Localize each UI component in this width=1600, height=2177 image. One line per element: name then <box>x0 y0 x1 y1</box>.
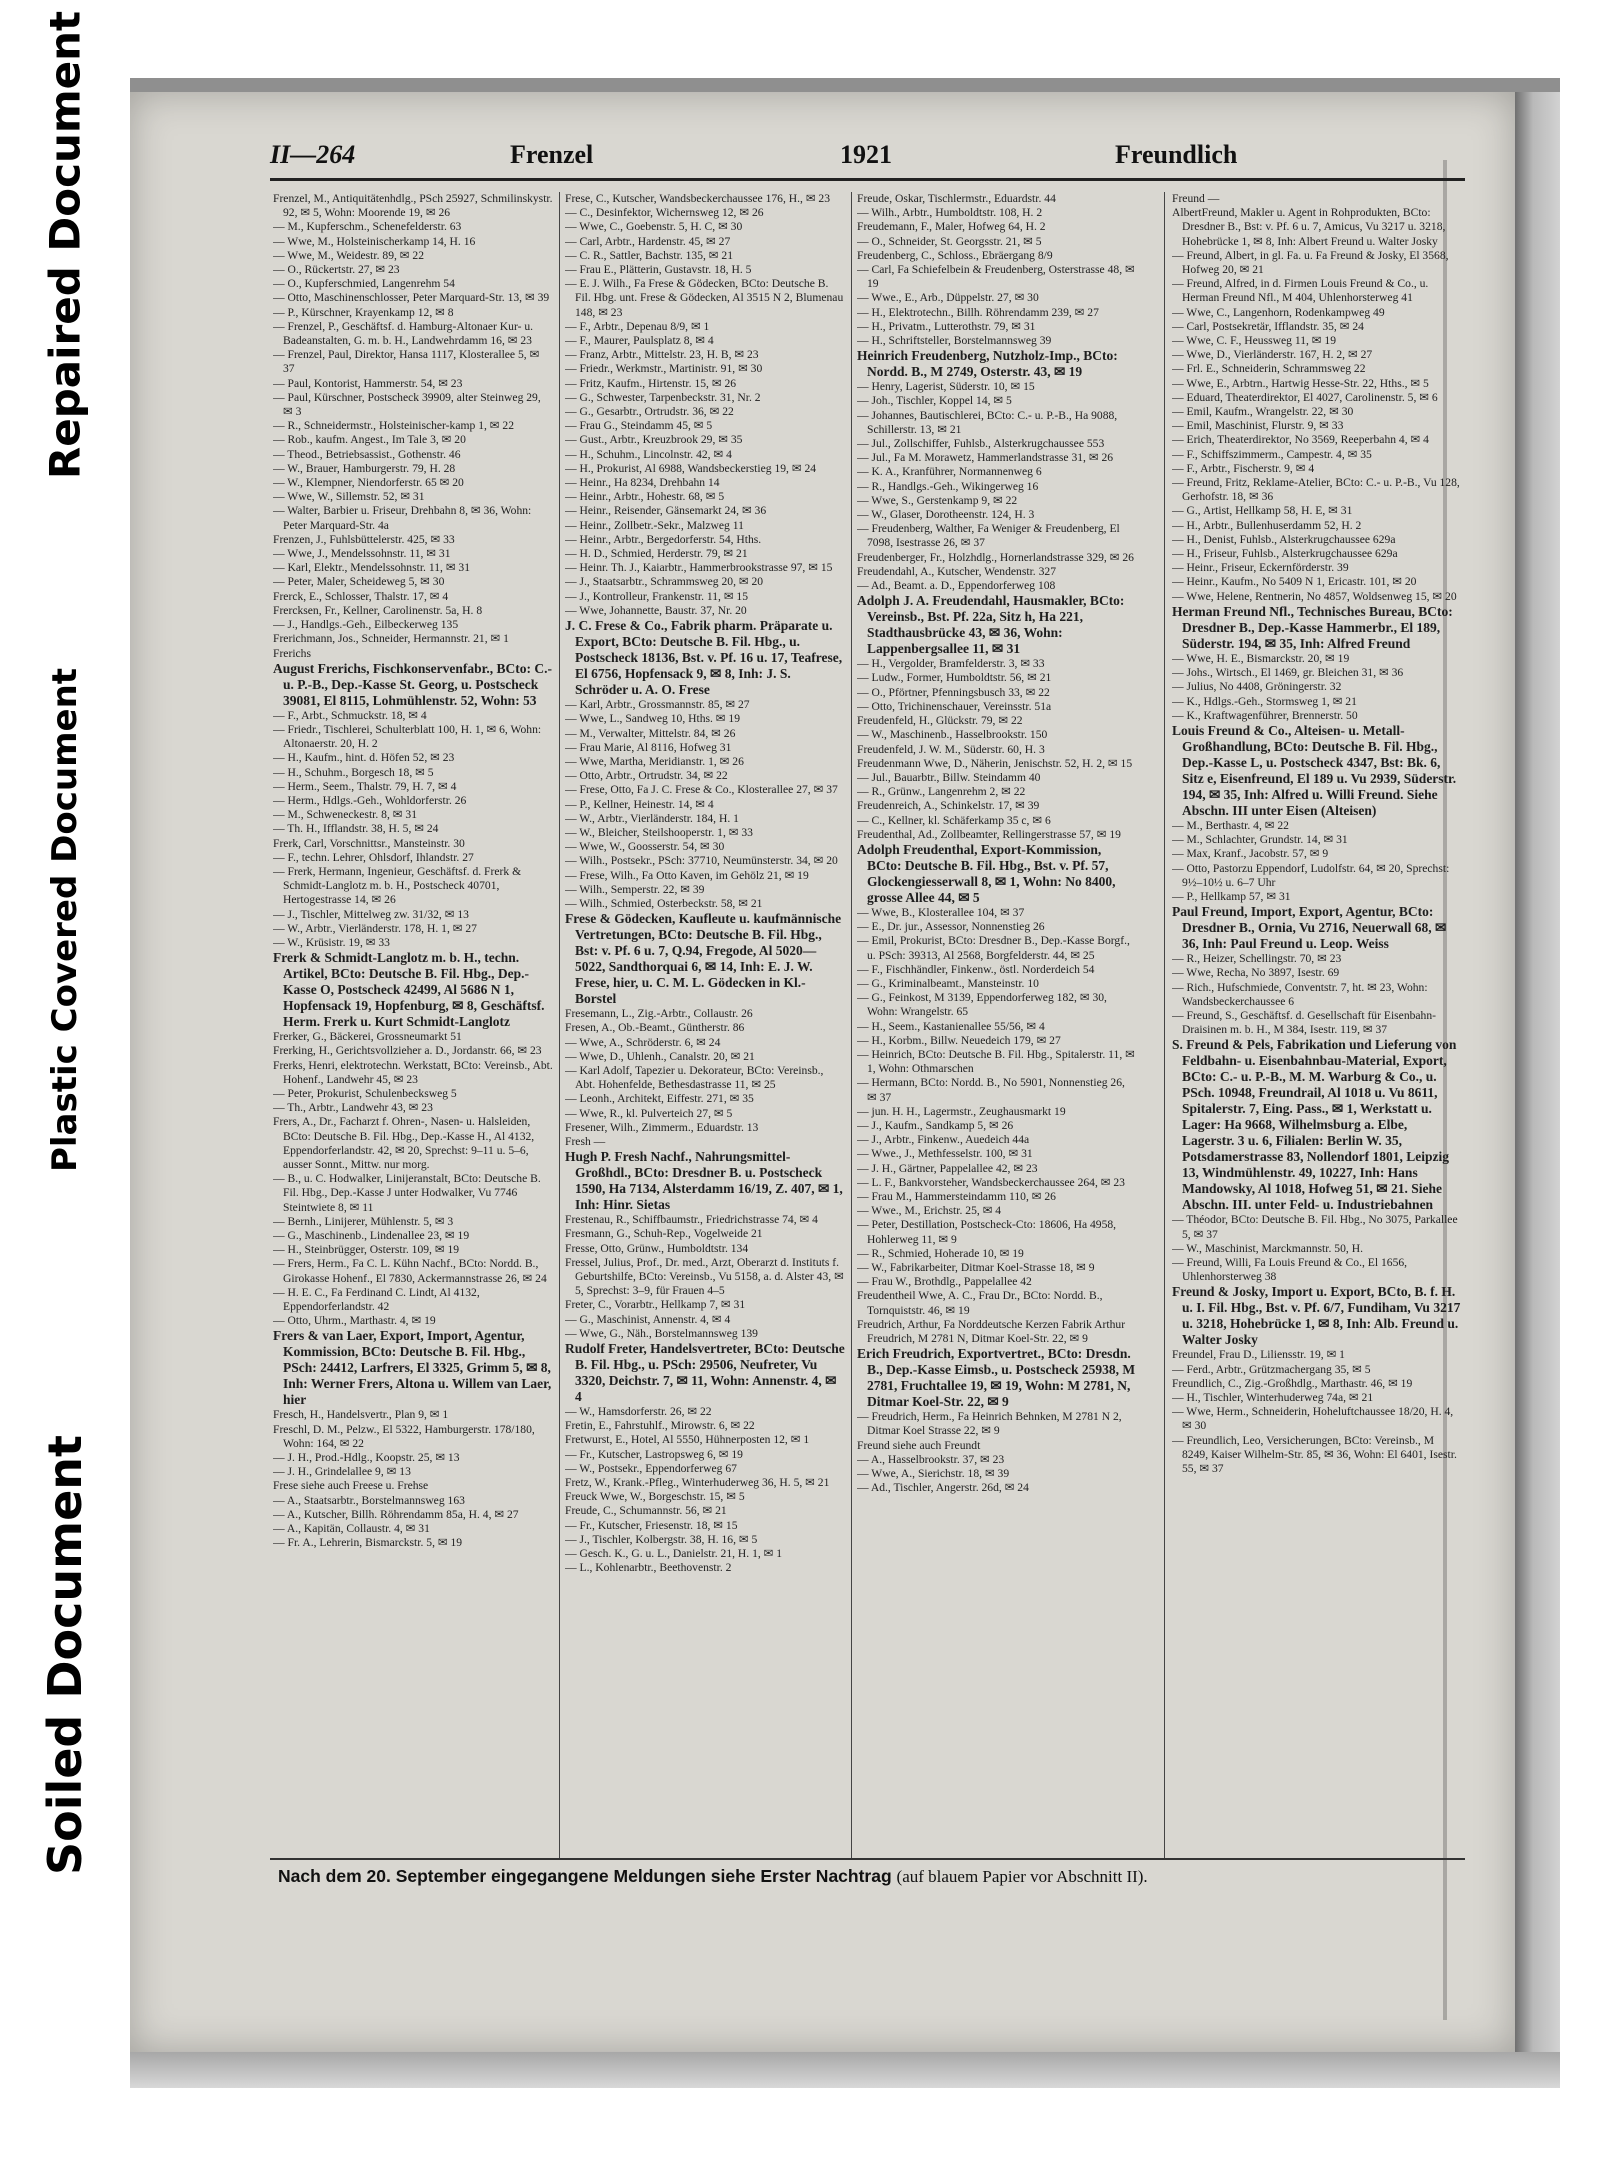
directory-entry: — H., Schuhm., Borgesch 18, ✉ 5 <box>273 765 434 779</box>
directory-entry: — Freund, S., Geschäftsf. d. Gesellschaft für Eisenbahn-Draisinen m. b. H., M 384, Isestr. 119, ✉ 37 <box>1172 1008 1437 1037</box>
directory-entry: — Freund, Albert, in gl. Fa. u. Fa Freund & Josky, El 3568, Hofweg 20, ✉ 21 <box>1172 248 1449 277</box>
directory-entry: — Otto, Trichinenschauer, Vereinsstr. 51a <box>857 699 1052 713</box>
directory-entry: — Théodor, BCto: Deutsche B. Fil. Hbg., No 3075, Parkallee 5, ✉ 37 <box>1172 1213 1458 1241</box>
directory-entry: Freude, Oskar, Tischlermstr., Eduardstr. 44 <box>857 192 1056 205</box>
directory-entry: — Heinr., Zollbetr.-Sekr., Malzweg 11 <box>565 518 744 532</box>
label-repaired-document: Repaired Document <box>40 10 90 480</box>
header-last-name: Freundlich <box>1115 140 1238 169</box>
directory-entry: — G., Feinkost, M 3139, Eppendorferweg 182, ✉ 30, Wohn: Wrangelstr. 65 <box>857 991 1107 1019</box>
directory-entry: — P., Kellner, Heinestr. 14, ✉ 4 <box>565 797 714 811</box>
page-edge-shadow <box>1515 92 1560 2052</box>
directory-entry: — Jul., Fa M. Morawetz, Hammerlandstrasse 31, ✉ 26 <box>857 451 1114 465</box>
directory-entry: — R., Heizer, Schellingstr. 70, ✉ 23 <box>1172 952 1342 966</box>
directory-entry: — Freund, Alfred, in d. Firmen Louis Freund & Co., u. Herman Freund Nfl., M 404, Uhlenhorsterweg 41 <box>1172 277 1429 305</box>
column-divider <box>559 192 560 1860</box>
directory-entry: — Wwe, J., Mendelssohnstr. 11, ✉ 31 <box>273 547 451 561</box>
directory-entry: Fresse, Otto, Grünw., Humboldtstr. 134 <box>565 1241 749 1255</box>
directory-entry: — Wwe, E., Arbtrn., Hartwig Hesse-Str. 22, Hths., ✉ 5 <box>1172 376 1429 390</box>
directory-entry: — Jul., Zollschiffer, Fuhlsb., Alsterkrugchaussee 553 <box>857 437 1105 451</box>
directory-entry: — L. F., Bankvorsteher, Wandsbeckerchaussee 264, ✉ 23 <box>857 1175 1125 1189</box>
directory-entry: — Wwe., J., Methfesselstr. 100, ✉ 31 <box>857 1147 1033 1161</box>
directory-entry: — E. J. Wilh., Fa Frese & Gödecken, BCto: Deutsche B. Fil. Hbg. unt. Frese & Gödecken, Al 3515 N 2, Blumenau 148, ✉ 23 <box>565 277 844 319</box>
directory-entry: — Wilh., Semperstr. 22, ✉ 39 <box>565 882 705 896</box>
directory-entry: — Wwe, M., Holsteinischerkamp 14, H. 16 <box>273 234 476 248</box>
directory-entry: — Emil, Maschinist, Flurstr. 9, ✉ 33 <box>1172 419 1344 433</box>
directory-entry: — G., Artist, Hellkamp 58, H. E, ✉ 31 <box>1172 504 1353 518</box>
directory-entry: — Freudrich, Herm., Fa Heinrich Behnken, M 2781 N 2, Ditmar Koel Strasse 22, ✉ 9 <box>857 1410 1122 1438</box>
directory-entry: — W., Maschinenb., Hasselbrookstr. 150 <box>857 728 1048 742</box>
directory-entry: Heinrich Freudenberg, Nutzholz-Imp., BCto: Nordd. B., M 2749, Osterstr. 43, ✉ 19 <box>857 348 1118 380</box>
directory-entry: Freudenberger, Fr., Holzhdlg., Hornerlandstrasse 329, ✉ 26 <box>857 550 1134 564</box>
directory-entry: — Heinr., Friseur, Eckernförderstr. 39 <box>1172 561 1349 575</box>
directory-entry: — Carl, Postsekretär, Ifflandstr. 35, ✉ 24 <box>1172 319 1364 333</box>
directory-entry: — Eduard, Theaterdirektor, El 4027, Carolinenstr. 5, ✉ 6 <box>1172 390 1438 404</box>
directory-entry: — G., Kriminalbeamt., Mansteinstr. 10 <box>857 976 1039 990</box>
directory-entry: — F., techn. Lehrer, Ohlsdorf, Ihlandstr. 27 <box>273 850 474 864</box>
directory-entry: — G., Gesarbtr., Ortrudstr. 36, ✉ 22 <box>565 405 734 419</box>
directory-entry: — R., Handlgs.-Geh., Wikingerweg 16 <box>857 479 1039 493</box>
directory-entry: — Wwe., M., Erichstr. 25, ✉ 4 <box>857 1204 1002 1218</box>
directory-entry: — Max, Kranf., Jacobstr. 57, ✉ 9 <box>1172 847 1329 861</box>
directory-entry: — W., Bleicher, Steilshooperstr. 1, ✉ 33 <box>565 825 753 839</box>
directory-entry: — Paul, Kontorist, Hammerstr. 54, ✉ 23 <box>273 376 463 390</box>
directory-entry: — H., Friseur, Fuhlsb., Alsterkrugchaussee 629a <box>1172 547 1398 561</box>
directory-entry: — H., Prokurist, Al 6988, Wandsbeckerstieg 19, ✉ 24 <box>565 461 817 475</box>
directory-entry: Freudenberg, C., Schloss., Ebräergang 8/9 <box>857 248 1053 262</box>
directory-entry: — C. R., Sattler, Bachstr. 135, ✉ 21 <box>565 248 734 262</box>
column-divider <box>1164 192 1165 1860</box>
directory-entry: — C., Kellner, kl. Schäferkamp 35 c, ✉ 6 <box>857 813 1051 827</box>
directory-entry: Fresemann, L., Zig.-Arbtr., Collaustr. 26 <box>565 1007 753 1021</box>
directory-entry: — Wwe., E., Arb., Düppelstr. 27, ✉ 30 <box>857 291 1039 305</box>
directory-entry: — Wwe, R., kl. Pulverteich 27, ✉ 5 <box>565 1106 733 1120</box>
directory-entry: — Carl, Arbtr., Hardenstr. 45, ✉ 27 <box>565 234 731 248</box>
directory-entry: — Wwe, Martha, Meridianstr. 1, ✉ 26 <box>565 754 744 768</box>
directory-entry: — H., Seem., Kastanienallee 55/56, ✉ 4 <box>857 1019 1045 1033</box>
directory-entry: — F., Fischhändler, Finkenw., östl. Norderdeich 54 <box>857 962 1095 976</box>
directory-entry: — H., Korbm., Billw. Neuedeich 179, ✉ 27 <box>857 1033 1061 1047</box>
directory-entry: — Emil, Prokurist, BCto: Dresdner B., Dep.-Kasse Borgf., u. PSch: 39313, Al 2568, Borgfelderstr. 44, ✉ 25 <box>857 934 1130 962</box>
directory-entry: — J., Staatsarbtr., Schrammsweg 20, ✉ 20 <box>565 575 764 589</box>
directory-entry: — Bernh., Linijerer, Mühlenstr. 5, ✉ 3 <box>273 1214 454 1228</box>
footer-tail-text: (auf blauem Papier vor Abschnitt II). <box>896 1867 1148 1886</box>
directory-entry: — Heinr., Reisender, Gänsemarkt 24, ✉ 36 <box>565 504 767 518</box>
directory-entry: — Ad., Tischler, Angerstr. 26d, ✉ 24 <box>857 1481 1029 1495</box>
directory-entry: — M., Kupferschm., Schenefelderstr. 63 <box>273 220 462 234</box>
directory-entry: — Gesch. K., G. u. L., Danielstr. 21, H. 1, ✉ 1 <box>565 1547 783 1561</box>
directory-entry: — J. H., Grindelallee 9, ✉ 13 <box>273 1465 411 1479</box>
directory-entry: — A., Staatsarbtr., Borstelmannsweg 163 <box>273 1493 465 1507</box>
directory-entry: Freudenmann Wwe, D., Näherin, Jenischstr. 52, H. 2, ✉ 15 <box>857 756 1133 770</box>
directory-entry: — G., Maschinenb., Lindenallee 23, ✉ 19 <box>273 1229 470 1242</box>
directory-entry: — Ad., Beamt. a. D., Eppendorferweg 108 <box>857 579 1056 593</box>
directory-entry: — Th. H., Ifflandstr. 38, H. 5, ✉ 24 <box>273 822 439 836</box>
directory-entry: — Wwe, Helene, Rentnerin, No 4857, Woldsenweg 15, ✉ 20 <box>1172 589 1457 603</box>
directory-column-1 <box>273 192 553 1852</box>
directory-entry: — J., Handlgs.-Geh., Eilbeckerweg 135 <box>273 618 459 632</box>
directory-entry: — F., Arbt., Schmuckstr. 18, ✉ 4 <box>273 708 427 722</box>
directory-entry: — J. H., Prod.-Hdlg., Koopstr. 25, ✉ 13 <box>273 1451 460 1465</box>
label-soiled-document: Soiled Document <box>38 1434 92 1876</box>
directory-entry: — Paul, Kürschner, Postscheck 39909, alter Steinweg 29, ✉ 3 <box>273 390 541 419</box>
directory-entry: — Wwe, A., Sierichstr. 18, ✉ 39 <box>857 1467 1010 1481</box>
directory-entry: Frenzen, J., Fuhlsbüttelerstr. 425, ✉ 33 <box>273 532 455 546</box>
directory-entry: — O., Kupferschmied, Langenrehm 54 <box>273 277 455 291</box>
directory-entry: — Karl, Arbtr., Grossmannstr. 85, ✉ 27 <box>565 698 750 712</box>
directory-entry: — Otto, Arbtr., Ortrudstr. 34, ✉ 22 <box>565 769 728 783</box>
directory-entry: — Peter, Prokurist, Schulenbecksweg 5 <box>273 1086 457 1100</box>
directory-entry: — Wwe, L., Sandweg 10, Hths. ✉ 19 <box>565 712 741 726</box>
directory-entry: — jun. H. H., Lagermstr., Zeughausmarkt 19 <box>857 1104 1066 1118</box>
directory-entry: — Peter, Destillation, Postscheck-Cto: 18606, Ha 4958, Hohlerweg 11, ✉ 9 <box>857 1218 1117 1246</box>
directory-entry: — Erich, Theaterdirektor, No 3569, Reeperbahn 4, ✉ 4 <box>1172 433 1429 447</box>
directory-entry: — Th., Arbtr., Landwehr 43, ✉ 23 <box>273 1101 433 1115</box>
directory-entry: — H. E. C., Fa Ferdinand C. Lindt, Al 4132, Eppendorferlandstr. 42 <box>273 1285 480 1314</box>
directory-entry: — Hermann, BCto: Nordd. B., No 5901, Nonnenstieg 26, ✉ 37 <box>857 1076 1125 1104</box>
directory-entry: — H., Arbtr., Bullenhuserdamm 52, H. 2 <box>1172 518 1362 532</box>
directory-entry: Freund — <box>1172 192 1220 205</box>
directory-entry: Fresener, Wilh., Zimmerm., Eduardstr. 13 <box>565 1120 759 1134</box>
directory-entry: Freudenthal, Ad., Zollbeamter, Rellingerstrasse 57, ✉ 19 <box>857 827 1121 841</box>
directory-entry: — Frers, Herm., Fa C. L. Kühn Nachf., BCto: Nordd. B., Girokasse Hohenf., El 7830, Ackermannstrasse 26, ✉ 24 <box>273 1257 547 1285</box>
directory-entry: J. C. Frese & Co., Fabrik pharm. Präparate u. Export, BCto: Deutsche B. Fil. Hbg., u. Postscheck 18136, Bst. v. Pf. 16 u. 17, Teafrese, El 6756, Hopfensack 9, ✉ 8, Inh: J. S. Schröder u. A. O. Frese <box>565 618 843 698</box>
directory-entry: Frers & van Laer, Export, Import, Agentur, Kommission, BCto: Deutsche B. Fil. Hbg., PSch: 24412, Larfrers, El 3325, Grimm 5, ✉ 8, Inh: Werner Frers, Altona u. Willem van Laer, hier <box>273 1328 552 1408</box>
directory-entry: — M., Schweneckestr. 8, ✉ 31 <box>273 808 417 822</box>
bottom-edge-shadow <box>130 2052 1560 2088</box>
directory-entry: Fresmann, G., Schuh-Rep., Vogelweide 21 <box>565 1227 763 1241</box>
directory-entry: — H., Denist, Fuhlsb., Alsterkrugchaussee 629a <box>1172 532 1396 546</box>
directory-entry: AlbertFreund, Makler u. Agent in Rohprodukten, BCto: Dresdner B., Bst: v. Pf. 6 u. 7, Amicus, Vu 3217 u. 3218, Hohebrücke 1, ✉ 8, Inh: Albert Freund u. Walter Josky <box>1172 206 1446 248</box>
directory-entry: — R., Schneidermstr., Holsteinischer-kamp 1, ✉ 22 <box>273 419 515 433</box>
directory-entry: Frerker, G., Bäckerei, Grossneumarkt 51 <box>273 1030 462 1044</box>
directory-entry: Freter, C., Vorarbtr., Hellkamp 7, ✉ 31 <box>565 1298 746 1312</box>
directory-entry: — Fr., Kutscher, Friesenstr. 18, ✉ 15 <box>565 1518 738 1532</box>
directory-entry: — J., Tischler, Mittelweg zw. 31/32, ✉ 13 <box>273 907 469 921</box>
directory-entry: Frerk & Schmidt-Langlotz m. b. H., techn. Artikel, BCto: Deutsche B. Fil. Hbg., Dep.-Kasse O, Postscheck 42499, Al 5686 N 1, Hopfensack 19, Hopfenburg, ✉ 8, Geschäftsf. Herm. Frerk u. Kurt Schmidt-Langlotz <box>273 950 545 1030</box>
directory-entry: — Jul., Bauarbtr., Billw. Steindamm 40 <box>857 770 1041 784</box>
directory-entry: — M., Berthastr. 4, ✉ 22 <box>1172 818 1289 832</box>
directory-entry: Adolph J. A. Freudendahl, Hausmakler, BCto: Vereinsb., Bst. Pf. 22a, Sitz h, Ha 221, Stadthausbrücke 43, ✉ 36, Wohn: Lappenbergsallee 11, ✉ 31 <box>857 593 1125 657</box>
directory-entry: — Otto, Uhrm., Marthastr. 4, ✉ 19 <box>273 1314 436 1328</box>
directory-entry: — A., Kapitän, Collaustr. 4, ✉ 31 <box>273 1522 430 1536</box>
directory-entry: — Walter, Barbier u. Friseur, Drehbahn 8, ✉ 36, Wohn: Peter Marquard-Str. 4a <box>273 504 532 532</box>
directory-entry: — Fr. A., Lehrerin, Bismarckstr. 5, ✉ 19 <box>273 1536 463 1550</box>
directory-entry: Frerks, Henri, elektrotechn. Werkstatt, BCto: Vereinsb., Abt. Hohenf., Landwehr 45, ✉ 23 <box>273 1058 553 1086</box>
directory-entry: — Gust., Arbtr., Kreuzbrook 29, ✉ 35 <box>565 433 743 447</box>
directory-entry: — W., Brauer, Hamburgerstr. 79, H. 28 <box>273 461 456 475</box>
directory-entry: Fresh — <box>565 1134 606 1148</box>
directory-entry: — Wilh., Schmied, Osterbeckstr. 58, ✉ 21 <box>565 896 763 910</box>
page-number: II—264 <box>270 140 356 169</box>
directory-entry: Frercksen, Fr., Kellner, Carolinenstr. 5a, H. 8 <box>273 603 483 617</box>
directory-entry: — Theod., Betriebsassist., Gothenstr. 46 <box>273 447 461 461</box>
directory-entry: — Carl, Fa Schiefelbein & Freudenberg, Osterstrasse 48, ✉ 19 <box>857 263 1135 291</box>
directory-entry: — Heinr., Kaufm., No 5409 N 1, Ericastr. 101, ✉ 20 <box>1172 575 1417 589</box>
directory-entry: Freschl, D. M., Pelzw., El 5322, Hamburgerstr. 178/180, Wohn: 164, ✉ 22 <box>273 1422 535 1450</box>
directory-entry: — P., Kürschner, Krayenkamp 12, ✉ 8 <box>273 305 454 319</box>
directory-entry: — Otto, Maschinenschlosser, Peter Marquard-Str. 13, ✉ 39 <box>273 291 550 305</box>
directory-entry: — Wilh., Arbtr., Humboldtstr. 108, H. 2 <box>857 206 1043 220</box>
directory-entry: — F., Arbtr., Depenau 8/9, ✉ 1 <box>565 319 710 333</box>
header-year: 1921 <box>840 140 892 169</box>
directory-entry: — O., Rückertstr. 27, ✉ 23 <box>273 263 400 277</box>
directory-entry: — Joh., Tischler, Koppel 14, ✉ 5 <box>857 394 1012 408</box>
directory-entry: — J. H., Gärtner, Pappelallee 42, ✉ 23 <box>857 1161 1038 1175</box>
directory-entry: — Wilh., Postsekr., PSch: 37710, Neumünsterstr. 34, ✉ 20 <box>565 854 838 868</box>
directory-entry: — H., Schuhm., Lincolnstr. 42, ✉ 4 <box>565 447 732 461</box>
directory-entry: — R., Schmied, Hoherade 10, ✉ 19 <box>857 1246 1024 1260</box>
directory-entry: — Frerk, Hermann, Ingenieur, Geschäftsf. d. Frerk & Schmidt-Langlotz m. b. H., Postscheck 40701, Hertogestrasse 14, ✉ 26 <box>273 864 522 907</box>
directory-column-3 <box>857 192 1137 1852</box>
label-plastic-covered-document: Plastic Covered Document <box>45 667 85 1173</box>
directory-entry: — H., Tischler, Winterhuderweg 74a, ✉ 21 <box>1172 1390 1374 1404</box>
footer-main-text: Nach dem 20. September eingegangene Meldungen siehe Erster Nachtrag <box>278 1866 892 1886</box>
directory-entry: — Julius, No 4408, Gröningerstr. 32 <box>1172 680 1342 694</box>
directory-entry: — W., Krüsistr. 19, ✉ 33 <box>273 935 390 949</box>
directory-entry: — Frenzel, P., Geschäftsf. d. Hamburg-Altonaer Kur- u. Badeanstalten, G. m. b. H., Landwehrdamm 16, ✉ 23 <box>273 319 534 348</box>
directory-entry: — Wwe, C., Langenhorn, Rodenkampweg 49 <box>1172 305 1385 319</box>
directory-entry: — A., Kutscher, Billh. Röhrendamm 85a, H. 4, ✉ 27 <box>273 1507 519 1521</box>
directory-entry: Frerichmann, Jos., Schneider, Hermannstr. 21, ✉ 1 <box>273 632 509 646</box>
directory-entry: Rudolf Freter, Handelsvertreter, BCto: Deutsche B. Fil. Hbg., u. PSch: 29506, Neufreter, Vu 3320, Deichstr. 7, ✉ 11, Wohn: Annenstr. 4, ✉ 4 <box>565 1341 845 1404</box>
directory-entry: — H., Vergolder, Bramfelderstr. 3, ✉ 33 <box>857 657 1045 671</box>
directory-entry: — K., Kraftwagenführer, Brennerstr. 50 <box>1172 708 1358 722</box>
directory-entry: — Wwe, Herm., Schneiderin, Hoheluftchaussee 18/20, H. 4, ✉ 30 <box>1172 1405 1454 1433</box>
directory-entry: — Karl, Elektr., Mendelssohnstr. 11, ✉ 31 <box>273 561 471 575</box>
directory-entry: S. Freund & Pels, Fabrikation und Lieferung von Feldbahn- u. Eisenbahnbau-Material, Export, BCto: C.- u. P.-B., M. M. Warburg & Co., u. PSch. 10948, Freundrail, Al 1018 u. Vu 8611, Spitalerstr. 7, Eing. Pass., ✉ 1, Werkstatt u. Lager: Ha 9668, Wilhelmsburg a. Elbe, Lagerstr. 3 u. 6, Filialen: Berlin W. 35, Potsdamerstrasse 83, Nollendorf 1801, Leipzig 13, Windmühlenstr. 49, 10227, Inh: Hans Mandowsky, Al 1018, Hofweg 51, ✉ 21. Siehe Abschn. III. unter Feld- u. Industriebahnen <box>1172 1037 1457 1213</box>
directory-entry: — W., Arbtr., Vierländerstr. 178, H. 1, ✉ 27 <box>273 921 477 935</box>
directory-entry: — W., Postsekr., Eppendorferweg 67 <box>565 1461 737 1475</box>
directory-entry: — Wwe, A., Schröderstr. 6, ✉ 24 <box>565 1035 721 1049</box>
directory-column-4 <box>1172 192 1462 1852</box>
directory-entry: — Wwe, Johannette, Baustr. 37, Nr. 20 <box>565 603 747 617</box>
directory-entry: Freuck Wwe, W., Borgeschstr. 15, ✉ 5 <box>565 1490 745 1504</box>
directory-entry: — W., Arbtr., Vierländerstr. 184, H. 1 <box>565 811 739 825</box>
directory-entry: — Heinr., Arbtr., Hohestr. 68, ✉ 5 <box>565 490 725 504</box>
directory-entry: — Frl. E., Schneiderin, Schrammsweg 22 <box>1172 362 1366 376</box>
directory-entry: — Wwe, B., Klosterallee 104, ✉ 37 <box>857 905 1025 919</box>
directory-entry: — M., Schlachter, Grundstr. 14, ✉ 31 <box>1172 833 1348 847</box>
directory-entry: — Frau G., Steindamm 45, ✉ 5 <box>565 419 713 433</box>
directory-entry: — Otto, Pastorzu Eppendorf, Ludolfstr. 64, ✉ 20, Sprechst: 9½–10½ u. 6–7 Uhr <box>1172 861 1450 889</box>
directory-entry: — Ferd., Arbtr., Grützmachergang 35, ✉ 5 <box>1172 1362 1371 1376</box>
directory-entry: Fresen, A., Ob.-Beamt., Güntherstr. 86 <box>565 1021 745 1035</box>
directory-entry: August Frerichs, Fischkonservenfabr., BCto: C.- u. P.-B., Dep.-Kasse St. Georg, u. Postscheck 39081, El 8115, Lohmühlenstr. 52, Wohn: 53 <box>273 660 552 708</box>
directory-entry: Frese, C., Kutscher, Wandsbeckerchaussee 176, H., ✉ 23 <box>565 192 831 205</box>
directory-entry: — G., Maschinist, Annenstr. 4, ✉ 4 <box>565 1312 731 1326</box>
directory-entry: — Freundlich, Leo, Versicherungen, BCto: Vereinsb., M 8249, Kaiser Wilhelm-Str. 85, ✉ 36, Wohn: El 6401, Isestr. 55, ✉ 37 <box>1172 1433 1457 1475</box>
directory-entry: — O., Schneider, St. Georgsstr. 21, ✉ 5 <box>857 234 1042 248</box>
directory-entry: — W., Glaser, Dorotheenstr. 124, H. 3 <box>857 508 1035 522</box>
directory-entry: Freudenfeld, J. W. M., Süderstr. 60, H. 3 <box>857 742 1045 756</box>
directory-entry: Freund siehe auch Freundt <box>857 1438 981 1452</box>
directory-entry: — Freund, Willi, Fa Louis Freund & Co., El 1656, Uhlenhorsterweg 38 <box>1172 1255 1408 1284</box>
directory-entry: Frese & Gödecken, Kaufleute u. kaufmännische Vertretungen, BCto: Deutsche B. Fil. Hbg., Bst: v. Pf. 6 u. 7, Q.94, Fregode, Al 5020—5022, Sandthorquai 6, ✉ 14, Inh: E. J. W. Frese, hier, u. C. M. L. Gödecken in Kl.-Borstel <box>565 911 842 1007</box>
directory-entry: — W., Fabrikarbeiter, Ditmar Koel-Strasse 18, ✉ 9 <box>857 1261 1095 1274</box>
directory-entry: Paul Freund, Import, Export, Agentur, BCto: Dresdner B., Ornia, Vu 2716, Neuerwall 68, ✉ 36, Inh: Paul Freund u. Leop. Weiss <box>1172 904 1447 952</box>
directory-entry: — Wwe, D., Vierländerstr. 167, H. 2, ✉ 27 <box>1172 348 1373 362</box>
directory-entry: — Wwe, W., Sillemstr. 52, ✉ 31 <box>273 490 425 504</box>
directory-entry: Fretin, E., Fahrstuhlf., Mirowstr. 6, ✉ 22 <box>565 1419 755 1433</box>
directory-entry: Freudrich, Arthur, Fa Norddeutsche Kerzen Fabrik Arthur Freudrich, M 2781 N, Ditmar Koel-Str. 22, ✉ 9 <box>857 1317 1126 1346</box>
directory-entry: — W., Klempner, Niendorferstr. 65 ✉ 20 <box>273 476 464 490</box>
directory-entry: — H., Steinbrügger, Osterstr. 109, ✉ 19 <box>273 1243 460 1257</box>
directory-entry: Freundlich, C., Zig.-Großhdlg., Marthastr. 46, ✉ 19 <box>1172 1376 1413 1390</box>
directory-entry: — Wwe, C. F., Heussweg 11, ✉ 19 <box>1172 334 1337 348</box>
directory-entry: — A., Hasselbrookstr. 37, ✉ 23 <box>857 1452 1005 1466</box>
directory-entry: — K. A., Kranführer, Normannenweg 6 <box>857 465 1042 479</box>
directory-entry: — Wwe, M., Weidestr. 89, ✉ 22 <box>273 248 425 262</box>
directory-entry: — Emil, Kaufm., Wrangelstr. 22, ✉ 30 <box>1172 405 1354 419</box>
directory-entry: — Peter, Maler, Scheideweg 5, ✉ 30 <box>273 575 445 589</box>
directory-entry: Frerking, H., Gerichtsvollzieher a. D., Jordanstr. 66, ✉ 23 <box>273 1044 542 1058</box>
directory-entry: — Fr., Kutscher, Lastropsweg 6, ✉ 19 <box>565 1447 743 1461</box>
directory-entry: — Rich., Hufschmiede, Conventstr. 7, ht. ✉ 23, Wohn: Wandsbeckerchaussee 6 <box>1172 980 1428 1008</box>
directory-entry: — F., Maurer, Paulsplatz 8, ✉ 4 <box>565 334 714 348</box>
directory-entry: — Karl Adolf, Tapezier u. Dekorateur, BCto: Vereinsb., Abt. Hohenfelde, Bethesdastrasse 11, ✉ 25 <box>565 1063 824 1092</box>
directory-entry: Fressel, Julius, Prof., Dr. med., Arzt, Oberarzt d. Instituts f. Geburtshilfe, BCto: Vereinsb., Vu 5158, a. d. Alster 43, ✉ 5, Sprechst: 3–9, für Frauen 4–5 <box>565 1255 844 1298</box>
directory-entry: — Johs., Wirtsch., El 1469, gr. Bleichen 31, ✉ 36 <box>1172 666 1404 680</box>
directory-entry: Frenzel, M., Antiquitätenhdlg., PSch 25927, Schmilinskystr. 92, ✉ 5, Wohn: Moorende 19, ✉ 26 <box>273 192 553 220</box>
directory-entry: — Wwe, C., Goebenstr. 5, H. C, ✉ 30 <box>565 220 743 234</box>
directory-entry: Frese siehe auch Freese u. Frehse <box>273 1479 429 1493</box>
directory-entry: — K., Hdlgs.-Geh., Stormsweg 1, ✉ 21 <box>1172 694 1357 708</box>
directory-entry: — Franz, Arbtr., Mittelstr. 23, H. B, ✉ 23 <box>565 348 759 362</box>
directory-entry: Freudendahl, A., Kutscher, Wendenstr. 327 <box>857 564 1056 578</box>
directory-entry: Louis Freund & Co., Alteisen- u. Metall-Großhandlung, BCto: Deutsche B. Fil. Hbg., Dep.-Kasse L, u. Postscheck 4347, Bst: Bk. 6, Sitz e, Eisenfreund, El 189 u. Vu 2939, Süderstr. 194, ✉ 35, Inh: Alfred u. Willi Freund. Siehe Abschn. III unter Eisen (Alteisen) <box>1172 722 1457 818</box>
directory-entry: — Frenzel, Paul, Direktor, Hansa 1117, Klosterallee 5, ✉ 37 <box>273 348 540 376</box>
footer-rule <box>270 1858 1465 1860</box>
directory-entry: — Frau W., Brothdlg., Pappelallee 42 <box>857 1275 1032 1289</box>
directory-entry: Freudemann, F., Maler, Hofweg 64, H. 2 <box>857 220 1046 234</box>
page-header <box>270 140 1470 176</box>
directory-entry: Fretwurst, E., Hotel, Al 5550, Hühnerposten 12, ✉ 1 <box>565 1433 810 1447</box>
directory-entry: — O., Pförtner, Pfenningsbusch 33, ✉ 22 <box>857 685 1050 699</box>
directory-entry: — Fritz, Kaufm., Hirtenstr. 15, ✉ 26 <box>565 376 737 390</box>
directory-entry: Freudenreich, A., Schinkelstr. 17, ✉ 39 <box>857 799 1040 813</box>
directory-entry: Fresch, H., Handelsvertr., Plan 9, ✉ 1 <box>273 1408 449 1422</box>
directory-entry: — J., Tischler, Kolbergstr. 38, H. 16, ✉ 5 <box>565 1532 758 1546</box>
directory-entry: — F., Schiffszimmerm., Campestr. 4, ✉ 35 <box>1172 447 1372 461</box>
directory-entry: Freundel, Frau D., Liliensstr. 19, ✉ 1 <box>1172 1348 1345 1362</box>
directory-entry: — Friedr., Werkmstr., Martinistr. 91, ✉ 30 <box>565 362 763 376</box>
directory-entry: — Freund, Fritz, Reklame-Atelier, BCto: C.- u. P.-B., Vu 128, Gerhofstr. 18, ✉ 36 <box>1172 476 1460 504</box>
directory-entry: Herman Freund Nfl., Technisches Bureau, BCto: Dresdner B., Dep.-Kasse Hammerbr., El 189, Süderstr. 194, ✉ 35, Inh: Alfred Freund <box>1172 603 1453 651</box>
directory-entry: — P., Hellkamp 57, ✉ 31 <box>1172 889 1291 903</box>
directory-entry: Frers, A., Dr., Facharzt f. Ohren-, Nasen- u. Halsleiden, BCto: Deutsche B. Fil. Hbg., Dep.-Kasse H., Al 4132, Eppendorferlandstr. 42, ✉ 20, Sprechst: 9–11 u. 5–6, ausser Sonnt., Mittw. nur morg. <box>273 1115 535 1171</box>
directory-entry: Erich Freudrich, Exportvertret., BCto: Dresdn. B., Dep.-Kasse Eimsb., u. Postscheck 25938, M 2781, Fruchtallee 19, ✉ 19, Wohn: M 2781, N, Ditmar Koel-Str. 22, ✉ 9 <box>857 1346 1136 1410</box>
directory-entry: — Herm., Hdlgs.-Geh., Wohldorferstr. 26 <box>273 793 467 807</box>
directory-entry: — Rob., kaufm. Angest., Im Tale 3, ✉ 20 <box>273 433 466 447</box>
directory-entry: — Frese, Wilh., Fa Otto Kaven, im Gehölz 21, ✉ 19 <box>565 868 809 882</box>
directory-entry: — Friedr., Tischlerei, Schulterblatt 100, H. 1, ✉ 6, Wohn: Altonaerstr. 20, H. 2 <box>273 722 542 751</box>
directory-entry: — Leonh., Architekt, Eiffestr. 271, ✉ 35 <box>565 1092 754 1106</box>
directory-entry: — Wwe, Recha, No 3897, Isestr. 69 <box>1172 966 1340 980</box>
directory-entry: Hugh P. Fresh Nachf., Nahrungsmittel-Großhdl., BCto: Dresdner B. u. Postscheck 1590, Ha 7134, Alsterdamm 16/19, Z. 407, ✉ 1, Inh: Hinr. Sietas <box>565 1149 843 1213</box>
directory-entry: Freude, C., Schumannstr. 56, ✉ 21 <box>565 1504 727 1518</box>
directory-entry: — Frese, Otto, Fa J. C. Frese & Co., Klosterallee 27, ✉ 37 <box>565 783 838 797</box>
directory-entry: — Heinr., Ha 8234, Drehbahn 14 <box>565 476 720 490</box>
directory-entry: — M., Verwalter, Mittelstr. 84, ✉ 26 <box>565 726 736 740</box>
directory-entry: — Johannes, Bautischlerei, BCto: C.- u. P.-B., Ha 9088, Schillerstr. 13, ✉ 21 <box>857 408 1118 436</box>
directory-entry: — C., Desinfektor, Wichernsweg 12, ✉ 26 <box>565 206 764 220</box>
directory-entry: — H., Elektrotechn., Billh. Röhrendamm 239, ✉ 27 <box>857 305 1099 319</box>
directory-entry: — G., Schwester, Tarpenbeckstr. 31, Nr. 2 <box>565 390 761 404</box>
directory-entry: — Freudenberg, Walther, Fa Weniger & Freudenberg, El 7098, Isestrasse 26, ✉ 37 <box>857 522 1120 550</box>
directory-entry: — H. D., Schmied, Herderstr. 79, ✉ 21 <box>565 547 748 561</box>
directory-column-2 <box>565 192 845 1852</box>
directory-entry: — F., Arbtr., Fischerstr. 9, ✉ 4 <box>1172 461 1315 475</box>
directory-entry: — J., Arbtr., Finkenw., Auedeich 44a <box>857 1133 1030 1147</box>
directory-entry: — W., Hamsdorferstr. 26, ✉ 22 <box>565 1405 712 1418</box>
directory-entry: — H., Privatm., Lutterothstr. 79, ✉ 31 <box>857 319 1036 333</box>
directory-entry: — H., Schriftsteller, Borstelmannsweg 39 <box>857 334 1052 348</box>
directory-entry: — J., Kaufm., Sandkamp 5, ✉ 26 <box>857 1118 1014 1132</box>
header-first-name: Frenzel <box>510 140 594 169</box>
column-divider <box>851 192 852 1860</box>
directory-entry: — Heinr. Th. J., Kaiarbtr., Hammerbrookstrasse 97, ✉ 15 <box>565 561 833 575</box>
directory-entry: Freund & Josky, Import u. Export, BCto, B. f. H. u. I. Fil. Hbg., Bst. v. Pf. 6/7, Fundiham, Vu 3217 u. 3218, Hohebrücke 1, ✉ 8, Inh: Alb. Freund u. Walter Josky <box>1172 1284 1461 1348</box>
directory-entry: — R., Grünw., Langenrehm 2, ✉ 22 <box>857 785 1026 799</box>
directory-entry: — Heinrich, BCto: Deutsche B. Fil. Hbg., Spitalerstr. 11, ✉ 1, Wohn: Othmarschen <box>857 1047 1135 1076</box>
side-label-panel <box>0 0 130 2177</box>
directory-entry: — H., Kaufm., hint. d. Höfen 52, ✉ 23 <box>273 751 455 765</box>
directory-entry: Frerk, Carl, Vorschnittsr., Mansteinstr. 30 <box>273 836 465 850</box>
directory-entry: — Wwe, G., Näh., Borstelmannsweg 139 <box>565 1326 758 1340</box>
directory-entry: Adolph Freudenthal, Export-Kommission, BCto: Deutsche B. Fil. Hbg., Bst. v. Pf. 57, Glockengiesserwall 8, ✉ 1, Wohn: No 8400, grosse Allee 44, ✉ 5 <box>857 841 1116 905</box>
directory-entry: — Herm., Seem., Thalstr. 79, H. 7, ✉ 4 <box>273 779 457 793</box>
directory-entry: — Frau E., Plätterin, Gustavstr. 18, H. 5 <box>565 263 752 277</box>
directory-entry: Frerichs <box>273 646 311 660</box>
directory-entry: Frerck, E., Schlosser, Thalstr. 17, ✉ 4 <box>273 589 449 603</box>
directory-entry: Freudentheil Wwe, A. C., Frau Dr., BCto: Nordd. B., Tornquiststr. 46, ✉ 19 <box>857 1289 1103 1317</box>
directory-entry: Fretz, W., Krank.-Pfleg., Winterhuderweg 36, H. 5, ✉ 21 <box>565 1476 830 1490</box>
directory-entry: — Ludw., Former, Humboldtstr. 56, ✉ 21 <box>857 671 1052 685</box>
directory-entry: — Wwe, S., Gerstenkamp 9, ✉ 22 <box>857 493 1018 507</box>
directory-entry: — Heinr., Arbtr., Bergedorferstr. 54, Hths. <box>565 532 762 546</box>
header-rule <box>270 178 1465 181</box>
directory-entry: — J., Kontrolleur, Frankenstr. 11, ✉ 15 <box>565 589 749 603</box>
directory-entry: — Henry, Lagerist, Süderstr. 10, ✉ 15 <box>857 380 1035 394</box>
directory-entry: — W., Maschinist, Marckmannstr. 50, H. <box>1172 1241 1363 1255</box>
directory-entry: — L., Kohlenarbtr., Beethovenstr. 2 <box>565 1561 732 1575</box>
directory-entry: — Wwe, W., Goosserstr. 54, ✉ 30 <box>565 840 725 854</box>
footer-note <box>278 1866 1458 1887</box>
directory-entry: — Wwe, D., Uhlenh., Canalstr. 20, ✉ 21 <box>565 1049 755 1063</box>
directory-entry: — B., u. C. Hodwalker, Linijeranstalt, BCto: Deutsche B. Fil. Hbg., Dep.-Kasse J unter Hodwalker, Vu 7746 Steintwiete 8, ✉ 11 <box>273 1172 541 1214</box>
directory-entry: — Frau M., Hammersteindamm 110, ✉ 26 <box>857 1189 1056 1203</box>
directory-entry: Frestenau, R., Schiffbaumstr., Friedrichstrasse 74, ✉ 4 <box>565 1213 818 1227</box>
directory-entry: — Wwe, H. E., Bismarckstr. 20, ✉ 19 <box>1172 651 1350 665</box>
directory-entry: — Frau Marie, Al 8116, Hofweg 31 <box>565 740 732 754</box>
directory-entry: — E., Dr. jur., Assessor, Nonnenstieg 26 <box>857 920 1045 934</box>
directory-entry: Freudenfeld, H., Glückstr. 79, ✉ 22 <box>857 714 1023 728</box>
